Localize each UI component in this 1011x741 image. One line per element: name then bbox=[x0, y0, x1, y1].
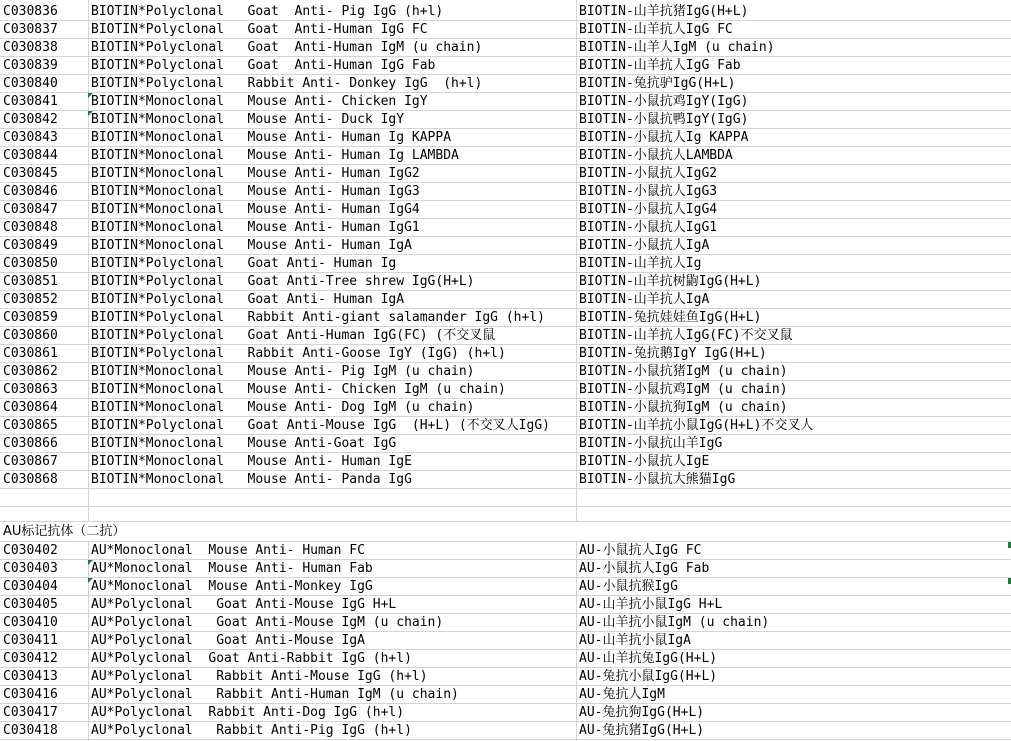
table-row[interactable] bbox=[0, 722, 1011, 740]
cell-code[interactable]: C030863 bbox=[3, 382, 58, 397]
table-row[interactable] bbox=[0, 381, 1011, 399]
cell-name-cn[interactable]: BIOTIN-山羊抗人IgG Fab bbox=[579, 58, 741, 73]
cell-name-en[interactable]: BIOTIN*Polyclonal Goat Anti- Pig IgG (h+l) bbox=[91, 4, 444, 19]
cell-name-cn[interactable]: BIOTIN-小鼠抗人IgG3 bbox=[579, 184, 718, 199]
cell-name-cn[interactable]: BIOTIN-小鼠抗鸭IgY(IgG) bbox=[579, 112, 749, 127]
empty-row[interactable] bbox=[0, 507, 1011, 522]
cell-name-en[interactable]: BIOTIN*Monoclonal Mouse Anti- Human IgG1 bbox=[91, 220, 420, 235]
table-row[interactable] bbox=[0, 201, 1011, 219]
cell-name-cn[interactable]: BIOTIN-小鼠抗人IgE bbox=[579, 454, 710, 469]
cell-name-cn[interactable]: AU-兔抗狗IgG(H+L) bbox=[579, 705, 705, 720]
cell-code[interactable]: C030847 bbox=[3, 202, 58, 217]
cell-code[interactable]: C030838 bbox=[3, 40, 58, 55]
table-row[interactable] bbox=[0, 417, 1011, 435]
cell-name-cn[interactable]: AU-山羊抗小鼠IgA bbox=[579, 633, 691, 648]
cell-name-cn[interactable]: BIOTIN-兔抗鹅IgY IgG(H+L) bbox=[579, 346, 767, 361]
cell-name-cn[interactable]: BIOTIN-小鼠抗狗IgM (u chain) bbox=[579, 400, 788, 415]
cell-code[interactable]: C030842 bbox=[3, 112, 58, 127]
cell-indicator-icon bbox=[88, 93, 93, 98]
cell-name-en[interactable]: BIOTIN*Monoclonal Mouse Anti- Human Ig KAPPA bbox=[91, 130, 452, 145]
table-row[interactable] bbox=[0, 614, 1011, 632]
cell-name-cn[interactable]: BIOTIN-小鼠抗人IgA bbox=[579, 238, 710, 253]
cell-name-cn[interactable]: BIOTIN-兔抗娃娃鱼IgG(H+L) bbox=[579, 310, 762, 325]
cell-code[interactable]: C030865 bbox=[3, 418, 58, 433]
cell-name-cn[interactable]: BIOTIN-小鼠抗人IgG1 bbox=[579, 220, 718, 235]
empty-row[interactable] bbox=[0, 489, 1011, 507]
cell-name-en[interactable]: AU*Monoclonal Mouse Anti-Monkey IgG bbox=[91, 579, 373, 594]
table-row[interactable] bbox=[0, 165, 1011, 183]
cell-code[interactable]: C030862 bbox=[3, 364, 58, 379]
cell-name-cn[interactable]: AU-山羊抗小鼠IgG H+L bbox=[579, 597, 723, 612]
cell-name-en[interactable]: BIOTIN*Polyclonal Goat Anti-Human IgG FC bbox=[91, 22, 428, 37]
table-row[interactable] bbox=[0, 435, 1011, 453]
cell-code[interactable]: C030845 bbox=[3, 166, 58, 181]
cell-code[interactable]: C030843 bbox=[3, 130, 58, 145]
cell-name-cn[interactable]: BIOTIN-小鼠抗人LAMBDA bbox=[579, 148, 733, 163]
cell-name-en[interactable]: BIOTIN*Monoclonal Mouse Anti- Pig IgM (u chain) bbox=[91, 364, 475, 379]
table-row[interactable] bbox=[0, 686, 1011, 704]
cell-name-en[interactable]: AU*Polyclonal Goat Anti-Mouse IgM (u chain) bbox=[91, 615, 444, 630]
table-row[interactable] bbox=[0, 363, 1011, 381]
cell-name-en[interactable]: BIOTIN*Polyclonal Goat Anti- Human Ig bbox=[91, 256, 397, 271]
cell-name-en[interactable]: AU*Polyclonal Rabbit Anti-Dog IgG (h+l) bbox=[91, 705, 405, 720]
cell-code[interactable]: C030844 bbox=[3, 148, 58, 163]
cell-indicator-icon bbox=[88, 578, 93, 583]
table-row[interactable] bbox=[0, 668, 1011, 686]
cell-name-en[interactable]: AU*Polyclonal Rabbit Anti-Human IgM (u chain) bbox=[91, 687, 459, 702]
table-row[interactable] bbox=[0, 399, 1011, 417]
cell-code[interactable]: C030411 bbox=[3, 633, 58, 648]
table-row[interactable] bbox=[0, 75, 1011, 93]
table-row[interactable] bbox=[0, 345, 1011, 363]
cell-name-cn[interactable]: AU-兔抗小鼠IgG(H+L) bbox=[579, 669, 718, 684]
cell-code[interactable]: C030859 bbox=[3, 310, 58, 325]
table-row[interactable] bbox=[0, 273, 1011, 291]
table-row[interactable] bbox=[0, 578, 1011, 596]
cell-name-cn[interactable]: BIOTIN-山羊人IgM (u chain) bbox=[579, 40, 775, 55]
cell-code[interactable]: C030405 bbox=[3, 597, 58, 612]
cell-name-en[interactable]: AU*Monoclonal Mouse Anti- Human Fab bbox=[91, 561, 373, 576]
cell-name-cn[interactable]: AU-兔抗人IgM bbox=[579, 687, 665, 702]
cell-name-cn[interactable]: BIOTIN-山羊抗人IgG FC bbox=[579, 22, 733, 37]
table-row[interactable] bbox=[0, 21, 1011, 39]
table-row[interactable] bbox=[0, 650, 1011, 668]
cell-name-cn[interactable]: BIOTIN-小鼠抗人Ig KAPPA bbox=[579, 130, 749, 145]
cell-name-cn[interactable]: AU-小鼠抗人IgG Fab bbox=[579, 561, 710, 576]
cell-code[interactable]: C030851 bbox=[3, 274, 58, 289]
cell-name-cn[interactable]: AU-小鼠抗人IgG FC bbox=[579, 543, 702, 558]
table-row[interactable] bbox=[0, 39, 1011, 57]
cell-name-en[interactable]: BIOTIN*Monoclonal Mouse Anti-Goat IgG bbox=[91, 436, 397, 451]
cell-code[interactable]: C030852 bbox=[3, 292, 58, 307]
cell-name-cn[interactable]: BIOTIN-小鼠抗人IgG4 bbox=[579, 202, 718, 217]
cell-name-cn[interactable]: BIOTIN-小鼠抗山羊IgG bbox=[579, 436, 723, 451]
cell-code[interactable]: C030418 bbox=[3, 723, 58, 738]
cell-code[interactable]: C030864 bbox=[3, 400, 58, 415]
cell-name-en[interactable]: BIOTIN*Monoclonal Mouse Anti- Chicken IgM (u chain) bbox=[91, 382, 506, 397]
cell-name-cn[interactable]: BIOTIN-山羊抗树鼩IgG(H+L) bbox=[579, 274, 762, 289]
cell-name-en[interactable]: AU*Polyclonal Goat Anti-Rabbit IgG (h+l) bbox=[91, 651, 412, 666]
cell-name-en[interactable]: BIOTIN*Polyclonal Goat Anti-Mouse IgG (H+L) (不交叉人IgG) bbox=[91, 418, 550, 433]
cell-name-en[interactable]: BIOTIN*Polyclonal Goat Anti- Human IgA bbox=[91, 292, 405, 307]
cell-name-en[interactable]: BIOTIN*Polyclonal Rabbit Anti-Goose IgY (IgG) (h+l) bbox=[91, 346, 506, 361]
cell-name-cn[interactable]: AU-小鼠抗猴IgG bbox=[579, 579, 678, 594]
cell-name-en[interactable]: BIOTIN*Monoclonal Mouse Anti- Dog IgM (u chain) bbox=[91, 400, 475, 415]
cell-code[interactable]: C030404 bbox=[3, 579, 58, 594]
cell-name-cn[interactable]: AU-兔抗猪IgG(H+L) bbox=[579, 723, 705, 738]
table-row[interactable] bbox=[0, 147, 1011, 165]
cell-name-cn[interactable]: BIOTIN-小鼠抗鸡IgY(IgG) bbox=[579, 94, 749, 109]
cell-name-en[interactable]: BIOTIN*Monoclonal Mouse Anti- Panda IgG bbox=[91, 472, 412, 487]
cell-name-en[interactable]: AU*Polyclonal Rabbit Anti-Pig IgG (h+l) bbox=[91, 723, 412, 738]
cell-name-en[interactable]: BIOTIN*Polyclonal Goat Anti-Human IgG Fab bbox=[91, 58, 436, 73]
cell-name-cn[interactable]: BIOTIN-小鼠抗鸡IgM (u chain) bbox=[579, 382, 788, 397]
cell-name-cn[interactable]: BIOTIN-山羊抗猪IgG(H+L) bbox=[579, 4, 749, 19]
table-row[interactable] bbox=[0, 542, 1011, 560]
cell-name-cn[interactable]: BIOTIN-山羊抗小鼠IgG(H+L)不交叉人 bbox=[579, 418, 814, 433]
cell-code[interactable]: C030860 bbox=[3, 328, 58, 343]
table-row[interactable] bbox=[0, 309, 1011, 327]
section-heading: AU标记抗体（二抗） bbox=[3, 524, 126, 539]
cell-code[interactable]: C030402 bbox=[3, 543, 58, 558]
cell-name-en[interactable]: BIOTIN*Polyclonal Goat Anti-Human IgM (u chain) bbox=[91, 40, 483, 55]
cell-code[interactable]: C030841 bbox=[3, 94, 58, 109]
table-row[interactable] bbox=[0, 327, 1011, 345]
cell-code[interactable]: C030850 bbox=[3, 256, 58, 271]
table-row[interactable] bbox=[0, 632, 1011, 650]
cell-name-cn[interactable]: BIOTIN-小鼠抗猪IgM (u chain) bbox=[579, 364, 788, 379]
table-row[interactable] bbox=[0, 129, 1011, 147]
cell-code[interactable]: C030413 bbox=[3, 669, 58, 684]
table-row[interactable] bbox=[0, 237, 1011, 255]
cell-name-en[interactable]: BIOTIN*Monoclonal Mouse Anti- Human IgG4 bbox=[91, 202, 420, 217]
cell-code[interactable]: C030410 bbox=[3, 615, 58, 630]
cell-name-cn[interactable]: AU-山羊抗小鼠IgM (u chain) bbox=[579, 615, 770, 630]
cell-name-en[interactable]: BIOTIN*Monoclonal Mouse Anti- Human Ig LAMBDA bbox=[91, 148, 459, 163]
cell-code[interactable]: C030837 bbox=[3, 22, 58, 37]
cell-code[interactable]: C030412 bbox=[3, 651, 58, 666]
cell-code[interactable]: C030868 bbox=[3, 472, 58, 487]
table-row[interactable] bbox=[0, 471, 1011, 489]
table-row[interactable] bbox=[0, 183, 1011, 201]
table-row[interactable] bbox=[0, 57, 1011, 75]
cell-name-en[interactable]: BIOTIN*Polyclonal Goat Anti-Human IgG(FC) (不交叉鼠 bbox=[91, 328, 496, 343]
section-heading-row[interactable] bbox=[0, 522, 1011, 542]
cell-name-cn[interactable]: BIOTIN-山羊抗人IgG(FC)不交叉鼠 bbox=[579, 328, 793, 343]
cell-name-cn[interactable]: BIOTIN-山羊抗人IgA bbox=[579, 292, 710, 307]
cell-name-en[interactable]: AU*Polyclonal Goat Anti-Mouse IgA bbox=[91, 633, 365, 648]
table-row[interactable] bbox=[0, 3, 1011, 21]
table-row[interactable] bbox=[0, 453, 1011, 471]
cell-name-en[interactable]: BIOTIN*Monoclonal Mouse Anti- Human IgA bbox=[91, 238, 412, 253]
cell-name-cn[interactable]: BIOTIN-小鼠抗人IgG2 bbox=[579, 166, 718, 181]
cell-indicator-icon bbox=[88, 111, 93, 116]
cell-code[interactable]: C030417 bbox=[3, 705, 58, 720]
cell-code[interactable]: C030848 bbox=[3, 220, 58, 235]
cell-code[interactable]: C030403 bbox=[3, 561, 58, 576]
table-row[interactable] bbox=[0, 111, 1011, 129]
cell-code[interactable]: C030840 bbox=[3, 76, 58, 91]
table-row[interactable] bbox=[0, 219, 1011, 237]
cell-name-en[interactable]: BIOTIN*Monoclonal Mouse Anti- Human IgG2 bbox=[91, 166, 420, 181]
cell-code[interactable]: C030866 bbox=[3, 436, 58, 451]
cell-code[interactable]: C030861 bbox=[3, 346, 58, 361]
cell-name-cn[interactable]: BIOTIN-兔抗驴IgG(H+L) bbox=[579, 76, 736, 91]
table-row[interactable] bbox=[0, 255, 1011, 273]
cell-code[interactable]: C030867 bbox=[3, 454, 58, 469]
cell-name-cn[interactable]: BIOTIN-小鼠抗大熊猫IgG bbox=[579, 472, 736, 487]
cell-name-cn[interactable]: AU-山羊抗兔IgG(H+L) bbox=[579, 651, 718, 666]
cell-code[interactable]: C030846 bbox=[3, 184, 58, 199]
cell-name-en[interactable]: BIOTIN*Polyclonal Goat Anti-Tree shrew IgG(H+L) bbox=[91, 274, 475, 289]
table-row[interactable] bbox=[0, 704, 1011, 722]
table-row[interactable] bbox=[0, 596, 1011, 614]
cell-name-en[interactable]: BIOTIN*Monoclonal Mouse Anti- Human IgG3 bbox=[91, 184, 420, 199]
cell-indicator-icon bbox=[88, 560, 93, 565]
cell-name-en[interactable]: AU*Polyclonal Rabbit Anti-Mouse IgG (h+l) bbox=[91, 669, 428, 684]
cell-name-en[interactable]: BIOTIN*Monoclonal Mouse Anti- Human IgE bbox=[91, 454, 412, 469]
cell-name-en[interactable]: BIOTIN*Polyclonal Rabbit Anti- Donkey IgG (h+l) bbox=[91, 76, 483, 91]
cell-name-en[interactable]: BIOTIN*Polyclonal Rabbit Anti-giant salamander IgG (h+l) bbox=[91, 310, 545, 325]
cell-code[interactable]: C030839 bbox=[3, 58, 58, 73]
table-row[interactable] bbox=[0, 291, 1011, 309]
cell-name-cn[interactable]: BIOTIN-山羊抗人Ig bbox=[579, 256, 702, 271]
table-row[interactable] bbox=[0, 93, 1011, 111]
cell-code[interactable]: C030849 bbox=[3, 238, 58, 253]
cell-name-en[interactable]: AU*Monoclonal Mouse Anti- Human FC bbox=[91, 543, 365, 558]
cell-code[interactable]: C030416 bbox=[3, 687, 58, 702]
cell-name-en[interactable]: BIOTIN*Monoclonal Mouse Anti- Duck IgY bbox=[91, 112, 405, 127]
cell-code[interactable]: C030836 bbox=[3, 4, 58, 19]
table-row[interactable] bbox=[0, 560, 1011, 578]
cell-name-en[interactable]: AU*Polyclonal Goat Anti-Mouse IgG H+L bbox=[91, 597, 397, 612]
cell-name-en[interactable]: BIOTIN*Monoclonal Mouse Anti- Chicken IgY bbox=[91, 94, 428, 109]
